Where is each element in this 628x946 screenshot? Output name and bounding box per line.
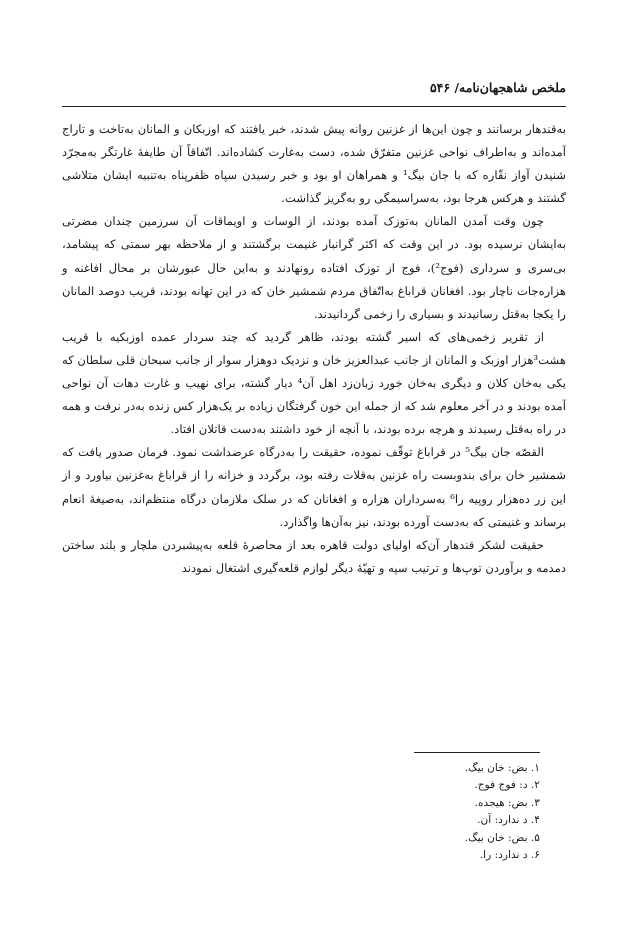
- footnote: ۶. د ندارد: را.: [479, 849, 540, 862]
- footnote: ۱. بض: خان بیگ.: [464, 762, 540, 774]
- paragraph: به‌قندهار برسانند و چون این‌ها از غزنین روانه پیش شدند، خبر یافتند که اوزبکان و المانان به‌تاخت و تاراج آمده‌اند و به‌اطراف نواحی غزنین متفرّق شده، دست به‌غارت کشاده‌اند. اتّفاقاً آن طایفهٔ غارتگر به‌مجرّد شنیدن آواز نقّاره که با جان بیگ¹ و همراهان او بود و خبر رسیدن سپاه ظفرپناه به‌تنبیه ایشان متلاشی گشتند و هرکس هرجا بود، به‌سراسیمگی رو به‌گریز گذاشت.: [62, 122, 566, 206]
- body-text: [62, 118, 566, 580]
- footnote: ۴. د ندارد: آن.: [477, 814, 540, 827]
- footnotes: [300, 760, 540, 864]
- footnote: ۳. بض: هیجده.: [474, 796, 540, 809]
- footnote-rule: [414, 752, 540, 753]
- paragraph: چون وقت آمدن المانان به‌توزک آمده بودند، از الوسات و اویماقات آن سرزمین چندان مضرتی به‌ایشان نرسیده بود. در این وقت که اکثر گرانبار غنیمت برگشتند و از ملاحظه بهر سمتی که پیشامد، بی‌سری و سرداری (فوج²)، فوج از توزک افتاده رونهادند و به‌این حال عبورشان بر محال افاغنه و هزاره‌جات ناچار بود. افغانان قراباغ به‌اتّفاق مردم شمشیر خان که در این تهانه بودند، قریب دوصد المانان را یکجا به‌قتل رسانیدند و بسیاری را زخمی گردانیدند.: [62, 214, 566, 321]
- footnote: ۲. د: فوج فوج.: [474, 779, 540, 792]
- paragraph: از تقریر زخمی‌های که اسیر گشته بودند، ظاهر گردید که چند سردار عمده اوزبکیه با قریب هشت³هزار اوزبک و المانان از جانب عبدالعزیز خان و نزدیک دوهزار سوار از جانب سبحان قلی سلطان که یکی به‌خان کلان و دیگری به‌خان خورد زبان‌زد اهل آن⁴ دیار گشته، برای نهیب و غارت دهات آن نواحی آمده بودند و در آخر معلوم شد که از جمله این خون گرفتگان زیاده بر یک‌هزار کس زنده به‌در نرفت و همه در راه به‌قتل رسیدند و هرچه برده بودند، با آنچه از خود داشتند به‌دست قاتلان افتاد.: [62, 329, 566, 437]
- paragraph: حقیقت لشکر قندهار آن‌که اولیای دولت قاهره بعد از محاصرهٔ قلعه به‌پیشبردن ملچار و بلند ساختن دمدمه و برآوردن توپ‌ها و ترتیب سپه و تهیّهٔ دیگر لوازم قلعه‌گیری اشتغال نمودند: [62, 537, 566, 575]
- footnote: ۵. بض: خان بیگ.: [464, 831, 540, 844]
- running-header: ملخص شاهجهان‌نامه/ ۵۴۶: [429, 80, 566, 95]
- paragraph: القصّه جان بیگ⁵ در قراباغ توقّف نموده، حقیقت را به‌درگاه عرضداشت نمود. فرمان صدور یافت که شمشیر خان برای بندوبست راه غزنین به‌قلات رفته بود، برگردد و خزانه را از قراباغ به‌غزنین بیاورد و از این زر ده‌هزار روپیه را⁶ به‌سرداران هزاره و افغانان که در سلک ملازمان درگاه منتظم‌اند، به‌صیغهٔ انعام برساند و غنیمتی که به‌دست آورده بودند، نیز به‌آن‌ها واگذارد.: [62, 445, 566, 529]
- header-rule: [62, 106, 566, 107]
